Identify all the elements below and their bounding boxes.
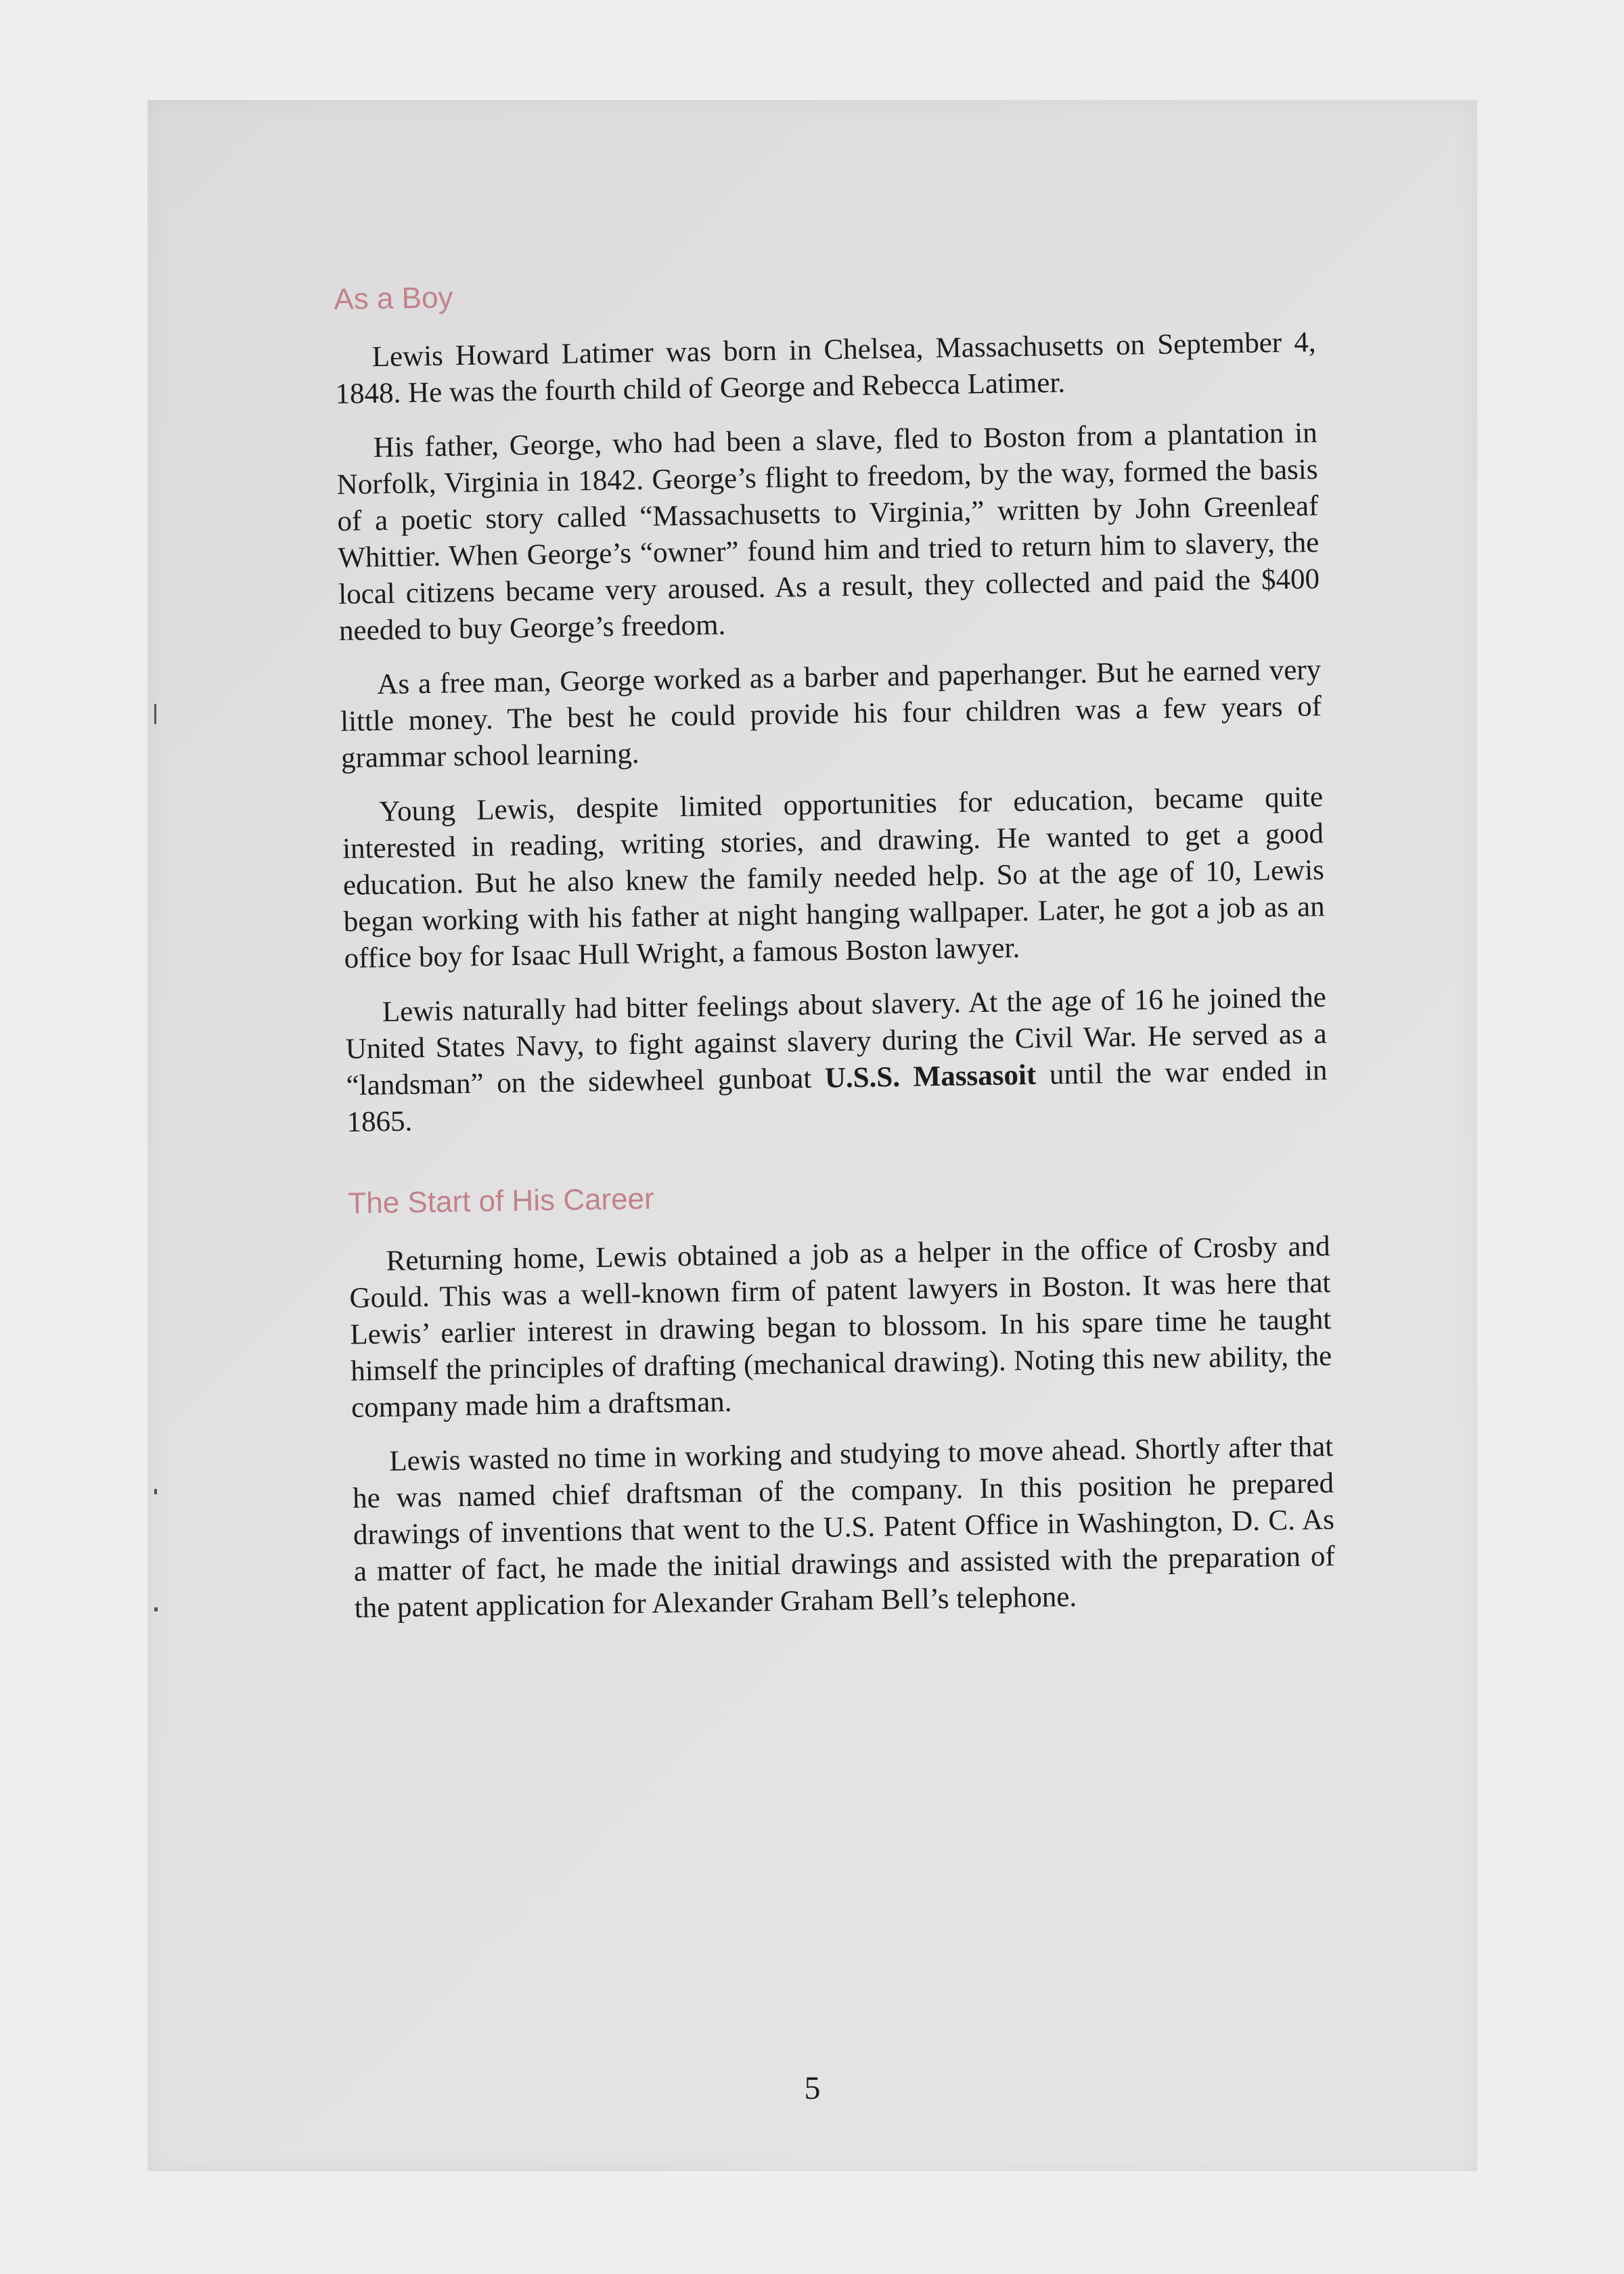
ship-name: U.S.S. Massasoit xyxy=(824,1058,1037,1094)
paragraph-young-lewis: Young Lewis, despite limited opportunities for education, became quite interested in reading, writing stories, and drawing. He wanted to get a good education. But he also knew the family needed help. So at the age of 10, Lewis began working with his father at night hanging wallpaper. Later, he got a job as an office boy for Isaac Hull Wright, a famous Boston lawyer. xyxy=(342,781,1326,975)
paragraph-returning-home: Returning home, Lewis obtained a job as a helper in the office of Crosby and Gould. This was a well-known firm of patent lawyers in Boston. It was here that Lewis’ earlier interest in drawing began to blossom. In his spare time he taught himself the principles of drafting (mechanical drawing). Noting this new ability, the company made him a draftsman. xyxy=(349,1230,1332,1424)
binding-mark xyxy=(154,704,156,724)
navy-text-after: until the war ended in 1865. xyxy=(346,1054,1328,1138)
section-heading-as-a-boy: As a Boy xyxy=(334,281,453,316)
navy-text-before: Lewis naturally had bitter feelings about slavery. At the age of 16 he joined the United States Navy, to fight against slavery during the Civil War. He served as a “landsman” on the sidewheel gunboat xyxy=(345,981,1327,1102)
paragraph-birth: Lewis Howard Latimer was born in Chelsea, Massachusetts on September 4, 1848. He was the fourth child of George and Rebecca Latimer. xyxy=(335,326,1316,410)
paragraph-navy xyxy=(345,979,1328,1141)
binding-mark xyxy=(154,1607,158,1611)
paragraph-free-man: As a free man, George worked as a barber and paperhanger. But he earned very little money. The best he could provide his four children was a few years of grammar school learning. xyxy=(340,654,1322,774)
page-content xyxy=(334,267,1336,1645)
book-page xyxy=(148,100,1477,2171)
section-heading-career: The Start of His Career xyxy=(347,1182,655,1220)
binding-mark xyxy=(154,1489,157,1494)
paragraph-chief-draftsman: Lewis wasted no time in working and studying to move ahead. Shortly after that he was named chief draftsman of the company. In this position he prepared drawings of inventions that went to the U.S. Patent Office in Washington, D. C. As a matter of fact, he made the initial drawings and assisted with the preparation of the patent application for Alexander Graham Bell’s telephone. xyxy=(352,1431,1336,1624)
paragraph-father: His father, George, who had been a slave, fled to Boston from a plantation in Norfolk, Virginia in 1842. George’s flight to freedom, by the way, formed the basis of a poetic story called “Massachusetts to Virginia,” written by John Greenleaf Whittier. When George’s “owner” found him and tried to return him to slavery, the local citizens became very aroused. As a result, they collected and paid the $400 needed to buy George’s freedom. xyxy=(336,417,1320,647)
page-number: 5 xyxy=(804,2070,821,2106)
